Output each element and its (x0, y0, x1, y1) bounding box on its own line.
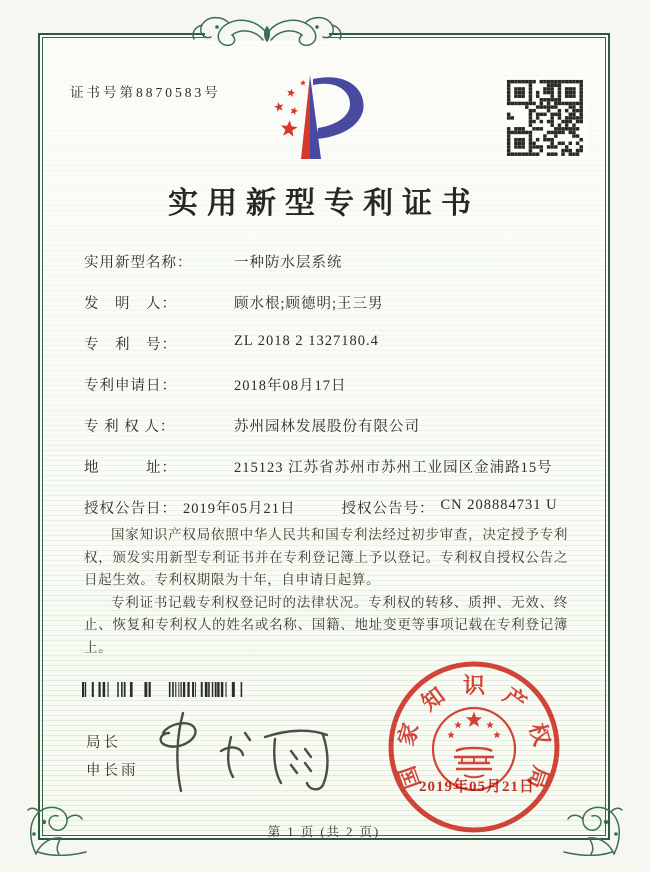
fields-section (84, 251, 570, 538)
qr-code (504, 77, 586, 159)
field-value: 2018年08月17日 (234, 378, 347, 394)
officer-title: 局长 (86, 735, 121, 751)
field-label: 实用新型名称： (84, 255, 193, 271)
field-label: 地 址： (84, 460, 177, 476)
field-value: 一种防水层系统 (234, 255, 343, 271)
signature-handwriting-icon (145, 707, 345, 797)
field-address (84, 456, 570, 497)
certificate-title: 实用新型专利证书 (168, 187, 480, 220)
field-inventors (84, 292, 570, 333)
field-label: 专 利 号： (84, 337, 177, 353)
field-value: 顾水根;顾德明;王三男 (234, 296, 384, 312)
certificate-number: 证书号第8870583号 (70, 85, 221, 100)
svg-text:家: 家 (393, 720, 424, 749)
svg-text:知: 知 (416, 682, 450, 716)
svg-text:权: 权 (524, 720, 555, 749)
svg-text:局: 局 (522, 762, 554, 793)
grant-date-value: 2019年05月21日 (183, 501, 296, 517)
official-seal-icon (384, 657, 564, 837)
field-value: 苏州园林发展股份有限公司 (234, 419, 420, 435)
seal-date: 2019年05月21日 (418, 779, 535, 795)
page-footer: 第 1 页 (共 2 页) (267, 825, 381, 839)
field-patentee (84, 415, 570, 456)
top-border-ornament-icon (183, 13, 351, 53)
svg-text:国: 国 (394, 762, 426, 793)
grant-number-value: CN 208884731 U (440, 497, 558, 513)
field-filing-date (84, 374, 570, 415)
legal-paragraph-2: 专利证书记载专利权登记时的法律状况。专利权的转移、质押、无效、终止、恢复和专利权人的姓名或名称、国籍、地址变更等事项记载在专利登记簿上。 (84, 594, 568, 655)
officer-block (86, 729, 139, 785)
barcode (82, 682, 247, 697)
field-value: 215123 江苏省苏州市苏州工业园区金浦路15号 (234, 460, 553, 476)
svg-text:产: 产 (498, 682, 532, 716)
grant-number-label: 授权公告号： (341, 501, 435, 517)
field-patent-number (84, 333, 570, 374)
officer-name: 申长雨 (86, 763, 139, 779)
cnipa-logo-icon (261, 71, 377, 167)
legal-text-section (84, 524, 568, 659)
svg-text:识: 识 (462, 673, 486, 698)
grant-date-label: 授权公告日： (84, 501, 177, 517)
field-label: 发 明 人： (84, 296, 177, 312)
national-emblem-stars (447, 712, 501, 739)
certificate-border-frame (38, 33, 610, 840)
barcode-bars (82, 682, 242, 697)
field-label: 专利申请日： (84, 378, 177, 394)
bottom-right-ornament-icon (562, 804, 624, 856)
field-utility-model-name (84, 251, 570, 292)
legal-paragraph-1: 国家知识产权局依照中华人民共和国专利法经过初步审查，决定授予专利权，颁发实用新型专利证书并在专利登记簿上予以登记。专利权自授权公告之日起生效。专利权期限为十年，自申请日起算。 (84, 527, 568, 587)
national-emblem-gate (454, 748, 494, 777)
field-label: 专 利 权 人： (84, 419, 176, 435)
field-value: ZL 2018 2 1327180.4 (234, 333, 379, 349)
bottom-left-ornament-icon (26, 804, 88, 856)
